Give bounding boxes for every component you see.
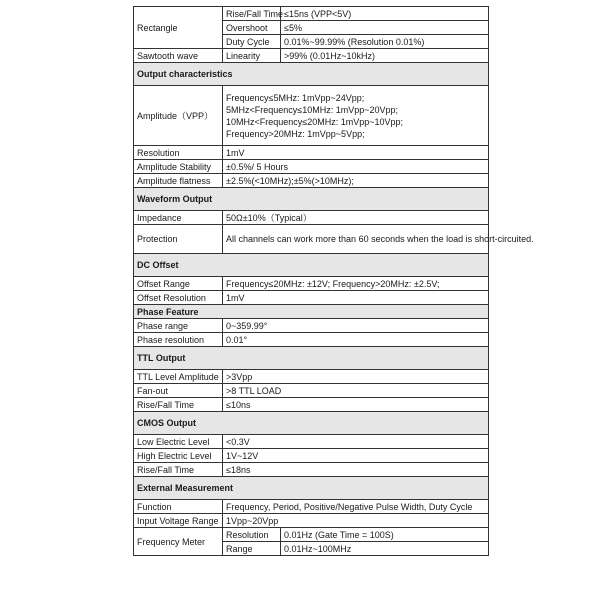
spec-row: [134, 174, 489, 188]
spec-row: [134, 146, 489, 160]
spec-value: Frequency≤20MHz: ±12V; Frequency>20MHz: ±2.5V;: [223, 277, 489, 291]
spec-row: [134, 333, 489, 347]
section-header: External Measurement: [134, 477, 489, 500]
section-header: TTL Output: [134, 347, 489, 370]
spec-value: 0.01Hz (Gate Time = 100S): [281, 528, 489, 542]
spec-label: Amplitude flatness: [134, 174, 223, 188]
spec-label: Input Voltage Range: [134, 514, 223, 528]
spec-label: Fan-out: [134, 384, 223, 398]
spec-label: Offset Range: [134, 277, 223, 291]
spec-row: [134, 528, 489, 542]
section-header-row: [134, 188, 489, 211]
spec-param: Resolution: [223, 528, 281, 542]
spec-row: [134, 435, 489, 449]
spec-row: [134, 160, 489, 174]
spec-label: Rectangle: [134, 7, 223, 49]
spec-param: Rise/Fall Time: [223, 7, 281, 21]
spec-row: [134, 225, 489, 254]
spec-value: 0.01%~99.99% (Resolution 0.01%): [281, 35, 489, 49]
spec-label: Offset Resolution: [134, 291, 223, 305]
section-header: CMOS Output: [134, 412, 489, 435]
spec-value: 1V~12V: [223, 449, 489, 463]
spec-row: [134, 277, 489, 291]
spec-param: Overshoot: [223, 21, 281, 35]
spec-value: All channels can work more than 60 seconds when the load is short-circuited.: [223, 225, 489, 254]
subsection-header: Phase Feature: [134, 305, 489, 319]
spec-value: 0~359.99°: [223, 319, 489, 333]
spec-row: [134, 211, 489, 225]
spec-value: 50Ω±10%（Typical）: [223, 211, 489, 225]
spec-label: Rise/Fall Time: [134, 463, 223, 477]
spec-value-line: Frequency≤5MHz: 1mVpp~24Vpp;: [226, 92, 365, 103]
spec-table-body: [134, 7, 534, 556]
spec-label: Function: [134, 500, 223, 514]
spec-row: [134, 7, 489, 21]
spec-value: [223, 86, 489, 146]
subsection-header-row: [134, 305, 489, 319]
spec-row: [134, 319, 489, 333]
spec-value-line: 5MHz<Frequency≤10MHz: 1mVpp~20Vpp;: [226, 104, 399, 115]
spec-row: [134, 49, 489, 63]
section-header-row: [134, 347, 489, 370]
spec-row: [134, 514, 489, 528]
spec-value: 1mV: [223, 146, 489, 160]
spec-label: High Electric Level: [134, 449, 223, 463]
spec-param: Linearity: [223, 49, 281, 63]
spec-label: Sawtooth wave: [134, 49, 223, 63]
spec-table: [133, 6, 534, 556]
spec-param: Duty Cycle: [223, 35, 281, 49]
spec-value: Frequency, Period, Positive/Negative Pulse Width, Duty Cycle: [223, 500, 489, 514]
spec-row: [134, 370, 489, 384]
spec-row: [134, 500, 489, 514]
spec-row: [134, 291, 489, 305]
spec-row: [134, 384, 489, 398]
spec-row: [134, 86, 489, 146]
spec-value: 0.01°: [223, 333, 489, 347]
spec-value-line: 10MHz<Frequency≤20MHz: 1mVpp~10Vpp;: [226, 116, 404, 127]
spec-value: <0.3V: [223, 435, 489, 449]
spec-label: Low Electric Level: [134, 435, 223, 449]
spec-label: Impedance: [134, 211, 223, 225]
spec-label: Amplitude Stability: [134, 160, 223, 174]
section-header-row: [134, 477, 489, 500]
spec-value: 1mV: [223, 291, 489, 305]
spec-param: Range: [223, 542, 281, 556]
spec-value: ≤5%: [281, 21, 489, 35]
spec-value: 0.01Hz~100MHz: [281, 542, 489, 556]
spec-label: TTL Level Amplitude: [134, 370, 223, 384]
spec-label: Phase range: [134, 319, 223, 333]
spec-label: Protection: [134, 225, 223, 254]
spec-label: Amplitude（VPP）: [134, 86, 223, 146]
spec-label: Frequency Meter: [134, 528, 223, 556]
spec-value: ±2.5%(<10MHz);±5%(>10MHz);: [223, 174, 489, 188]
spec-label: Phase resolution: [134, 333, 223, 347]
section-header: Waveform Output: [134, 188, 489, 211]
spec-row: [134, 449, 489, 463]
spec-value: ≤10ns: [223, 398, 489, 412]
spec-row: [134, 463, 489, 477]
spec-value: 1Vpp~20Vpp: [223, 514, 489, 528]
spec-value-line: Frequency>20MHz: 1mVpp~5Vpp;: [226, 128, 365, 139]
spec-label: Resolution: [134, 146, 223, 160]
spec-row: [134, 398, 489, 412]
section-header: DC Offset: [134, 254, 489, 277]
spec-value: >3Vpp: [223, 370, 489, 384]
spec-value: >8 TTL LOAD: [223, 384, 489, 398]
spec-value: ±0.5%/ 5 Hours: [223, 160, 489, 174]
section-header-row: [134, 63, 489, 86]
section-header: Output characteristics: [134, 63, 489, 86]
spec-value: >99% (0.01Hz~10kHz): [281, 49, 489, 63]
section-header-row: [134, 412, 489, 435]
spec-value: ≤15ns (VPP<5V): [281, 7, 489, 21]
spec-value: ≤18ns: [223, 463, 489, 477]
section-header-row: [134, 254, 489, 277]
spec-label: Rise/Fall Time: [134, 398, 223, 412]
